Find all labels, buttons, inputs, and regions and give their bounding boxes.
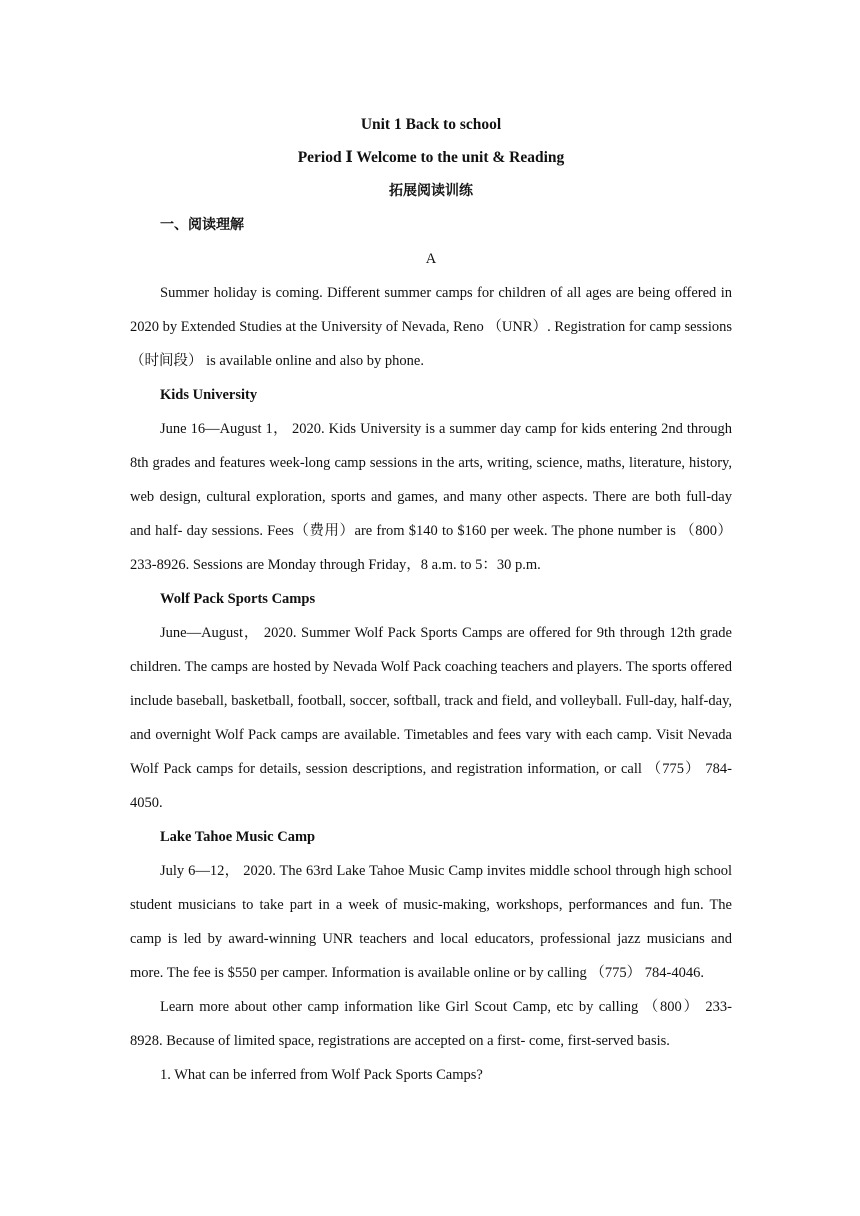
document-page	[130, 108, 732, 1092]
camp-paragraph-lake-tahoe: July 6—12， 2020. The 63rd Lake Tahoe Music Camp invites middle school through high school student musicians to take part in a week of music-making, workshops, performances and fun. The camp is led by award-winning UNR teachers and local educators, professional jazz musicians and more. The fee is $550 per camper. Information is available online or by calling （775） 784-4046.	[130, 863, 732, 981]
intro-paragraph: Summer holiday is coming. Different summer camps for children of all ages are being offered in 2020 by Extended Studies at the University of Nevada, Reno （UNR）. Registration for camp sessions （时间段） is available online and also by phone.	[130, 285, 732, 369]
period-title: Period Ⅰ Welcome to the unit & Reading	[297, 149, 565, 166]
passage-letter: A	[425, 251, 437, 267]
camp-heading-kids-university: Kids University	[160, 387, 258, 403]
closing-paragraph: Learn more about other camp information like Girl Scout Camp, etc by calling （800） 233-8928. Because of limited space, registrations are accepted on a first- come, first-served basis.	[130, 999, 732, 1049]
exercise-subtitle: 拓展阅读训练	[389, 183, 473, 199]
section-heading: 一、阅读理解	[160, 217, 244, 233]
camp-paragraph-kids-university: June 16—August 1， 2020. Kids University is a summer day camp for kids entering 2nd through 8th grades and features week-long camp sessions in the arts, writing, science, maths, literature, history, web design, cultural exploration, sports and games, and many other aspects. There are both full-day and half- day sessions. Fees（费用）are from $140 to $160 per week. The phone number is （800） 233-8926. Sessions are Monday through Friday，8 a.m. to 5：30 p.m.	[130, 421, 732, 573]
camp-heading-wolf-pack: Wolf Pack Sports Camps	[160, 591, 316, 607]
camp-heading-lake-tahoe: Lake Tahoe Music Camp	[160, 829, 316, 845]
camp-paragraph-wolf-pack: June—August， 2020. Summer Wolf Pack Sports Camps are offered for 9th through 12th grade children. The camps are hosted by Nevada Wolf Pack coaching teachers and players. The sports offered include baseball, basketball, football, soccer, softball, track and field, and volleyball. Full-day, half-day, and overnight Wolf Pack camps are available. Timetables and fees vary with each camp. Visit Nevada Wolf Pack camps for details, session descriptions, and registration information, or call （775） 784-4050.	[130, 625, 732, 811]
question-1: 1. What can be inferred from Wolf Pack Sports Camps?	[160, 1067, 483, 1083]
document-title: Unit 1 Back to school	[360, 116, 502, 133]
